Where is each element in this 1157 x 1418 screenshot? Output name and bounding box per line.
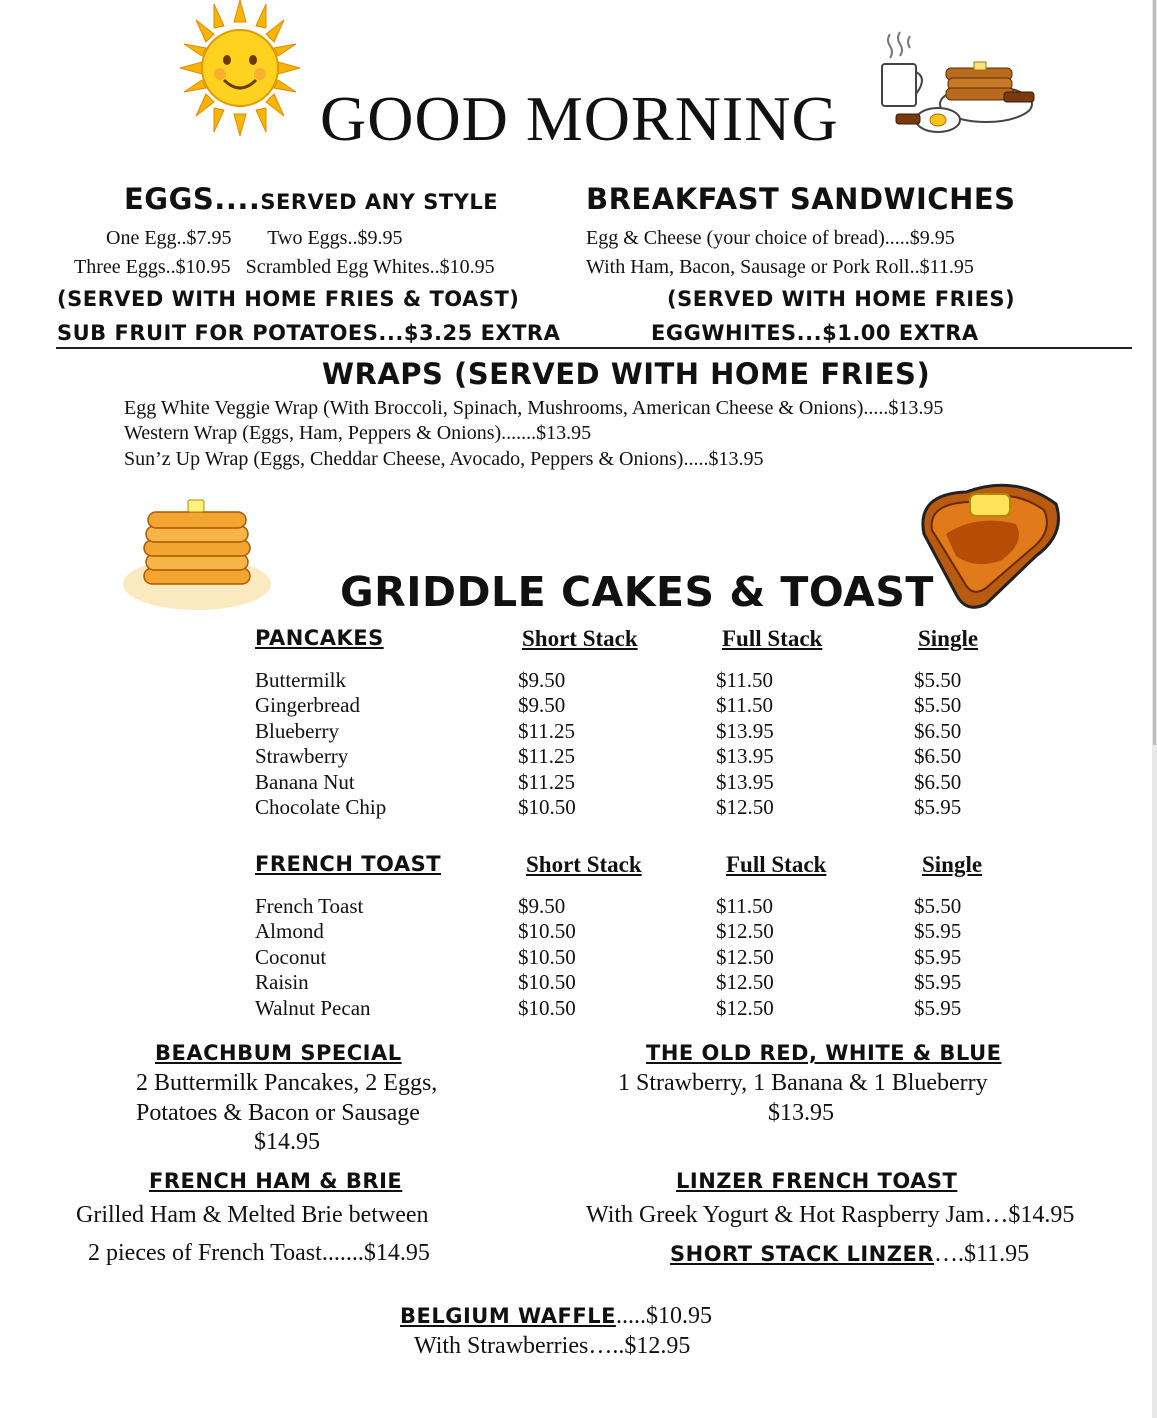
pancakes-heading: PANCAKES xyxy=(255,626,384,650)
table-cell: $12.50 xyxy=(716,970,774,995)
belgium-waffle-label: BELGIUM WAFFLE xyxy=(400,1304,616,1328)
list-item: Egg White Veggie Wrap (With Broccoli, Spinach, Mushrooms, American Cheese & Onions).....$13.95 xyxy=(124,397,944,419)
table-cell: $10.50 xyxy=(518,919,576,944)
eggs-note1: (SERVED WITH HOME FRIES & TOAST) xyxy=(57,287,520,311)
table-cell: $6.50 xyxy=(914,769,962,794)
table-cell: $12.50 xyxy=(716,795,774,820)
table-row: Almond xyxy=(255,919,324,944)
table-cell: $5.95 xyxy=(914,919,962,944)
french-toast-col-single: Single xyxy=(922,852,983,877)
pancakes-short-prices xyxy=(518,668,576,820)
table-cell: $5.95 xyxy=(914,944,962,969)
table-row: French Toast xyxy=(255,894,364,918)
table-cell: $5.50 xyxy=(914,894,962,918)
table-cell: $11.25 xyxy=(518,744,575,769)
french-toast-heading: FRENCH TOAST xyxy=(255,852,442,876)
pancakes-full-prices xyxy=(716,668,774,820)
table-cell: $11.25 xyxy=(518,718,575,743)
pancakes-col-short: Short Stack xyxy=(522,626,638,651)
red-white-blue-price: $13.95 xyxy=(768,1100,834,1126)
french-toast-col-short: Short Stack xyxy=(526,852,642,877)
section-divider xyxy=(56,347,1132,349)
eggs-heading xyxy=(124,182,498,216)
table-row: Strawberry xyxy=(255,744,349,769)
linzer-line1: With Greek Yogurt & Hot Raspberry Jam…$14.95 xyxy=(586,1202,1075,1228)
pancake-stack-icon xyxy=(122,496,272,612)
table-row: Raisin xyxy=(255,970,309,995)
pancakes-single-prices xyxy=(914,668,961,820)
table-cell: $12.50 xyxy=(716,995,774,1020)
table-cell: $6.50 xyxy=(914,718,962,743)
page-title: GOOD MORNING xyxy=(320,83,839,154)
table-row: Blueberry xyxy=(255,718,339,743)
table-cell: $12.50 xyxy=(716,944,774,969)
table-cell: $11.50 xyxy=(716,693,773,718)
french-toast-full-prices xyxy=(716,894,774,1021)
table-cell: $11.50 xyxy=(716,668,773,692)
short-stack-linzer-label: SHORT STACK LINZER xyxy=(670,1242,934,1266)
beachbum-price: $14.95 xyxy=(254,1129,320,1155)
table-cell: $9.50 xyxy=(518,668,566,692)
linzer-heading: LINZER FRENCH TOAST xyxy=(676,1169,958,1193)
sun-icon xyxy=(180,0,300,136)
wraps-list xyxy=(124,396,943,472)
table-cell: $10.50 xyxy=(518,995,576,1020)
table-row: Coconut xyxy=(255,944,327,969)
sandwiches-line1: Egg & Cheese (your choice of bread).....$9.95 xyxy=(586,227,955,249)
table-cell: $5.95 xyxy=(914,970,962,995)
table-cell: $10.50 xyxy=(518,970,576,995)
table-cell: $9.50 xyxy=(518,693,566,718)
list-item: Western Wrap (Eggs, Ham, Peppers & Onions).......$13.95 xyxy=(124,422,592,445)
french-toast-names xyxy=(255,894,371,1021)
sandwiches-heading: BREAKFAST SANDWICHES xyxy=(586,182,1016,216)
sandwiches-note1: (SERVED WITH HOME FRIES) xyxy=(667,287,1016,311)
scrollbar[interactable] xyxy=(1152,0,1157,1418)
table-row: Chocolate Chip xyxy=(255,795,387,820)
belgium-waffle-price: .....$10.95 xyxy=(615,1303,712,1329)
list-item: Sun’z Up Wrap (Eggs, Cheddar Cheese, Avocado, Peppers & Onions).....$13.95 xyxy=(124,447,764,470)
table-cell: $5.50 xyxy=(914,668,962,692)
table-cell: $5.95 xyxy=(914,995,962,1020)
red-white-blue-heading: THE OLD RED, WHITE & BLUE xyxy=(646,1041,1002,1065)
table-cell: $5.95 xyxy=(914,795,962,820)
griddle-heading: GRIDDLE CAKES & TOAST xyxy=(340,568,934,616)
belgium-waffle xyxy=(400,1303,712,1330)
short-stack-linzer-price: ….$11.95 xyxy=(934,1241,1030,1267)
pancakes-col-full: Full Stack xyxy=(722,626,823,651)
eggs-line2: Three Eggs..$10.95 Scrambled Egg Whites..$10.95 xyxy=(74,256,495,278)
table-cell: $9.50 xyxy=(518,894,566,918)
pancakes-names xyxy=(255,668,386,820)
table-cell: $13.95 xyxy=(716,769,774,794)
table-cell: $6.50 xyxy=(914,744,962,769)
red-white-blue-line1: 1 Strawberry, 1 Banana & 1 Blueberry xyxy=(618,1070,988,1096)
table-row: Walnut Pecan xyxy=(255,995,371,1020)
eggs-line1 xyxy=(106,227,402,250)
beachbum-line1: 2 Buttermilk Pancakes, 2 Eggs, xyxy=(136,1070,438,1096)
eggs-note2: SUB FRUIT FOR POTATOES...$3.25 EXTRA xyxy=(57,321,561,345)
table-cell: $11.50 xyxy=(716,894,773,918)
beachbum-heading: BEACHBUM SPECIAL xyxy=(155,1041,402,1065)
table-cell: $10.50 xyxy=(518,795,576,820)
sandwiches-note2: EGGWHITES...$1.00 EXTRA xyxy=(651,321,979,345)
eggs-heading-main: EGGS.... xyxy=(124,182,261,216)
table-row: Banana Nut xyxy=(255,769,355,794)
sandwiches-line2: With Ham, Bacon, Sausage or Pork Roll..$11.95 xyxy=(586,256,974,278)
breakfast-plate-icon xyxy=(876,28,1036,140)
table-cell: $11.25 xyxy=(518,769,575,794)
ham-brie-line2: 2 pieces of French Toast.......$14.95 xyxy=(88,1240,430,1266)
table-cell: $12.50 xyxy=(716,919,774,944)
table-cell: $5.50 xyxy=(914,693,962,718)
french-toast-col-full: Full Stack xyxy=(726,852,827,877)
ham-brie-heading: FRENCH HAM & BRIE xyxy=(149,1169,403,1193)
one-egg-price: One Egg..$7.95 xyxy=(106,227,232,249)
french-toast-single-prices xyxy=(914,894,961,1021)
ham-brie-line1: Grilled Ham & Melted Brie between xyxy=(76,1202,429,1228)
beachbum-line2: Potatoes & Bacon or Sausage xyxy=(136,1100,420,1126)
table-row: Gingerbread xyxy=(255,693,360,718)
belgium-waffle-strawberries: With Strawberries…..$12.95 xyxy=(414,1333,691,1359)
wraps-heading: WRAPS (SERVED WITH HOME FRIES) xyxy=(322,357,931,391)
two-eggs-price: Two Eggs..$9.95 xyxy=(267,227,403,249)
pancakes-col-single: Single xyxy=(918,626,979,651)
table-cell: $13.95 xyxy=(716,718,774,743)
scrollbar-thumb[interactable] xyxy=(1153,0,1156,745)
table-row: Buttermilk xyxy=(255,668,346,692)
short-stack-linzer xyxy=(670,1241,1029,1268)
eggs-heading-sub: SERVED ANY STYLE xyxy=(260,190,499,214)
table-cell: $13.95 xyxy=(716,744,774,769)
french-toast-short-prices xyxy=(518,894,576,1021)
table-cell: $10.50 xyxy=(518,944,576,969)
